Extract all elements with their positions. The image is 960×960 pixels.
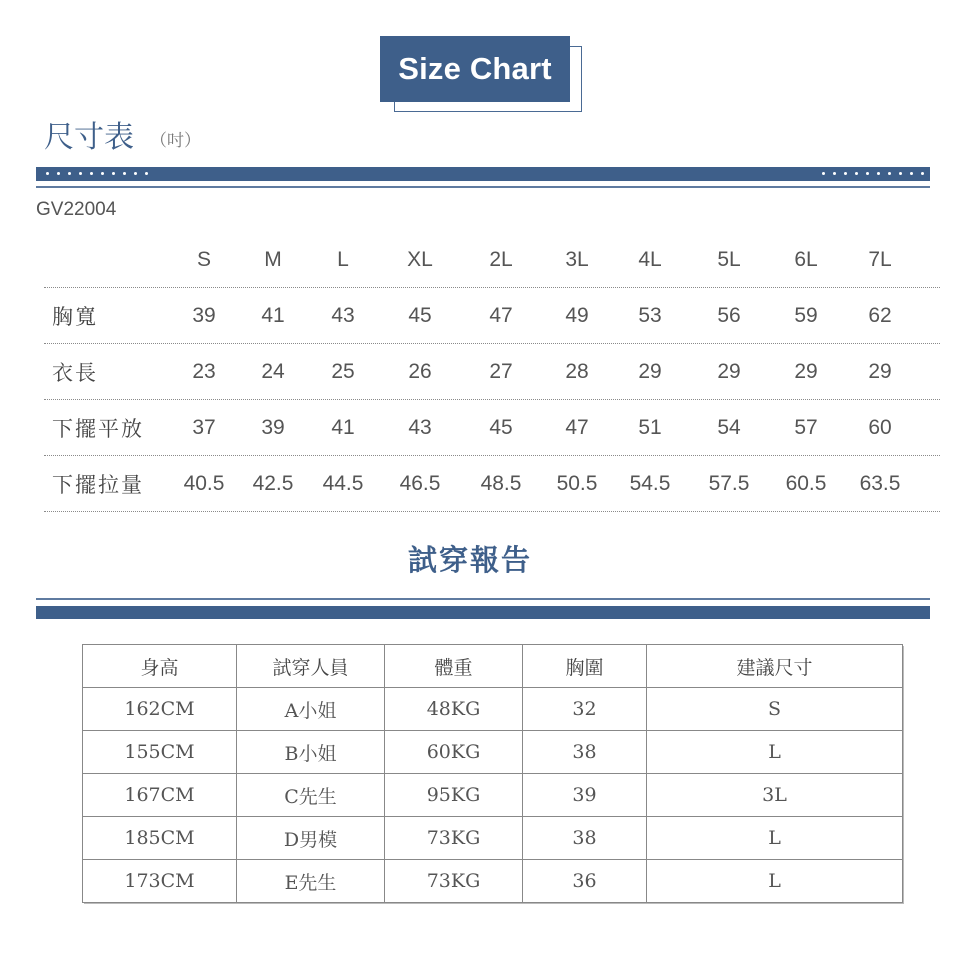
fitting-cell: 185CM <box>83 817 237 860</box>
size-value-cell: 29 <box>868 360 892 383</box>
fitting-cell: L <box>647 817 903 860</box>
fitting-report-title: 試穿報告 <box>407 543 532 577</box>
size-chart-badge <box>380 36 582 112</box>
size-value-cell: 26 <box>408 360 432 383</box>
size-row <box>44 344 940 400</box>
fitting-cell: 36 <box>523 860 647 903</box>
size-header-row <box>44 232 940 288</box>
fitting-cell: L <box>647 860 903 903</box>
size-header-cell: L <box>337 248 349 271</box>
fitting-cell: 48KG <box>385 688 523 731</box>
size-value-cell: 41 <box>331 416 355 439</box>
size-row-label: 胸寬 <box>52 305 98 329</box>
size-value-cell: 60 <box>868 416 892 439</box>
size-value-cell: 46.5 <box>399 472 441 495</box>
size-value-cell: 24 <box>261 360 285 383</box>
size-value-cell: 43 <box>331 304 355 327</box>
size-value-cell: 29 <box>638 360 662 383</box>
size-value-cell: 45 <box>489 416 513 439</box>
size-row-label: 衣長 <box>52 361 98 385</box>
size-value-cell: 45 <box>408 304 432 327</box>
fitting-cell: B小姐 <box>237 731 385 774</box>
fitting-cell: 162CM <box>83 688 237 731</box>
size-value-cell: 47 <box>565 416 589 439</box>
size-value-cell: 50.5 <box>556 472 598 495</box>
fitting-header-cell: 身高 <box>83 645 237 688</box>
fitting-cell: 32 <box>523 688 647 731</box>
size-header-cell: 3L <box>565 248 589 271</box>
fitting-cell: D男模 <box>237 817 385 860</box>
size-value-cell: 39 <box>192 304 216 327</box>
top-divider-line <box>36 186 930 188</box>
fitting-header-cell: 建議尺寸 <box>647 645 903 688</box>
size-value-cell: 42.5 <box>252 472 294 495</box>
fitting-cell: A小姐 <box>237 688 385 731</box>
size-value-cell: 49 <box>565 304 589 327</box>
size-value-cell: 37 <box>192 416 216 439</box>
size-value-cell: 54.5 <box>629 472 671 495</box>
page-title: 尺寸表 <box>44 120 134 155</box>
size-row-label: 下擺拉量 <box>52 473 144 497</box>
fitting-cell: 155CM <box>83 731 237 774</box>
size-value-cell: 48.5 <box>480 472 522 495</box>
size-header-cell: 2L <box>489 248 513 271</box>
fitting-cell: 39 <box>523 774 647 817</box>
size-header-cell: 5L <box>717 248 741 271</box>
size-value-cell: 40.5 <box>183 472 225 495</box>
size-row <box>44 400 940 456</box>
size-value-cell: 63.5 <box>859 472 901 495</box>
size-header-cell: M <box>264 248 282 271</box>
fitting-header-cell: 體重 <box>385 645 523 688</box>
badge-label: Size Chart <box>380 36 570 102</box>
fitting-cell: 60KG <box>385 731 523 774</box>
fitting-cell: 38 <box>523 817 647 860</box>
fitting-row <box>83 817 903 860</box>
left-dots <box>46 169 148 175</box>
size-value-cell: 41 <box>261 304 285 327</box>
fitting-cell: 173CM <box>83 860 237 903</box>
size-row-label: 下擺平放 <box>52 417 144 441</box>
size-value-cell: 62 <box>868 304 892 327</box>
size-header-cell: S <box>196 248 211 271</box>
size-value-cell: 27 <box>489 360 513 383</box>
size-value-cell: 53 <box>638 304 662 327</box>
fitting-row <box>83 860 903 903</box>
fitting-header-cell: 試穿人員 <box>237 645 385 688</box>
size-value-cell: 28 <box>565 360 589 383</box>
fitting-cell: 95KG <box>385 774 523 817</box>
size-header-cell: 4L <box>638 248 662 271</box>
fitting-header-row <box>83 645 903 688</box>
size-value-cell: 54 <box>717 416 741 439</box>
size-value-cell: 43 <box>408 416 432 439</box>
size-row <box>44 288 940 344</box>
unit-label: （吋） <box>150 131 201 151</box>
size-value-cell: 57.5 <box>708 472 750 495</box>
product-code: GV22004 <box>36 199 117 220</box>
fitting-row <box>83 688 903 731</box>
size-value-cell: 29 <box>794 360 818 383</box>
fitting-divider-bar <box>36 606 930 619</box>
fitting-cell: 167CM <box>83 774 237 817</box>
fitting-cell: E先生 <box>237 860 385 903</box>
fitting-row <box>83 774 903 817</box>
fitting-divider-line <box>36 598 930 600</box>
fitting-cell: 73KG <box>385 817 523 860</box>
size-value-cell: 39 <box>261 416 285 439</box>
size-value-cell: 51 <box>638 416 662 439</box>
fitting-table <box>82 644 903 903</box>
size-value-cell: 29 <box>717 360 741 383</box>
size-value-cell: 56 <box>717 304 741 327</box>
size-header-cell: 7L <box>868 248 892 271</box>
size-value-cell: 23 <box>192 360 216 383</box>
size-header-cell: XL <box>407 248 433 271</box>
fitting-cell: L <box>647 731 903 774</box>
right-dots <box>822 169 924 175</box>
size-value-cell: 57 <box>794 416 818 439</box>
fitting-cell: S <box>647 688 903 731</box>
size-row <box>44 456 940 512</box>
size-value-cell: 47 <box>489 304 513 327</box>
fitting-row <box>83 731 903 774</box>
fitting-cell: 73KG <box>385 860 523 903</box>
fitting-cell: 3L <box>647 774 903 817</box>
top-divider-bar <box>36 167 930 181</box>
size-value-cell: 60.5 <box>785 472 827 495</box>
size-value-cell: 25 <box>331 360 355 383</box>
size-value-cell: 59 <box>794 304 818 327</box>
fitting-cell: 38 <box>523 731 647 774</box>
fitting-cell: C先生 <box>237 774 385 817</box>
fitting-header-cell: 胸圍 <box>523 645 647 688</box>
size-value-cell: 44.5 <box>322 472 364 495</box>
size-header-cell: 6L <box>794 248 818 271</box>
